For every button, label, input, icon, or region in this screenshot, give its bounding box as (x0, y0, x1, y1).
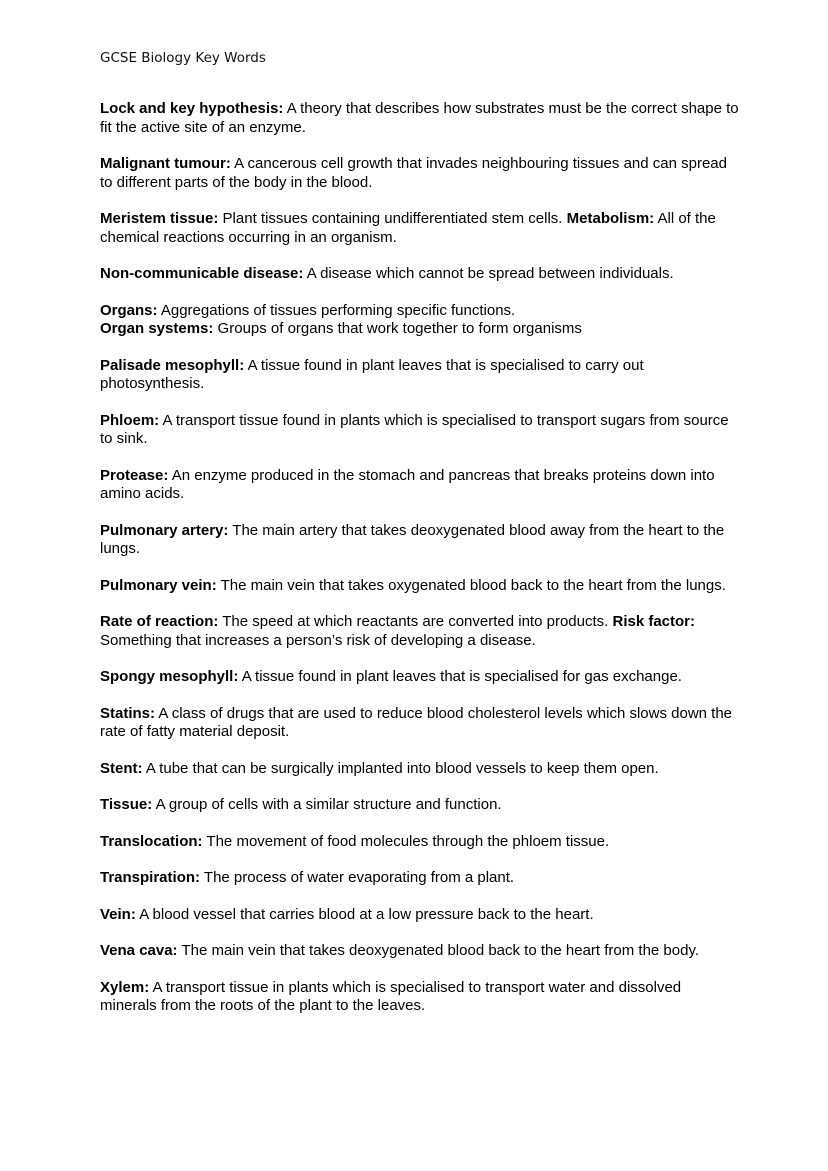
glossary-paragraph (100, 412, 740, 449)
glossary-definition: A tissue found in plant leaves that is specialised for gas exchange. (238, 668, 682, 685)
glossary-term: Translocation: (100, 832, 203, 850)
glossary-paragraph (100, 869, 740, 888)
glossary-paragraph (100, 155, 740, 192)
glossary-paragraph (100, 942, 740, 961)
glossary-term: Protease: (100, 466, 169, 484)
glossary-definition: A group of cells with a similar structure and function. (152, 796, 502, 813)
glossary-definition: A transport tissue found in plants which is specialised to transport sugars from source to sink. (100, 411, 729, 447)
glossary-paragraph (100, 467, 740, 504)
glossary-paragraph (100, 833, 740, 852)
page-header: GCSE Biology Key Words (100, 50, 266, 66)
glossary-paragraph (100, 668, 740, 687)
glossary-term: Vena cava: (100, 942, 178, 959)
glossary-term: Spongy mesophyll: (100, 668, 239, 685)
glossary-definition: All of the chemical reactions occurring in an organism. (100, 210, 716, 246)
glossary-term: Pulmonary artery: (100, 521, 229, 539)
glossary-paragraph (100, 210, 740, 247)
glossary-term: Phloem: (100, 411, 160, 429)
glossary-term: Lock and key hypothesis: (100, 100, 284, 117)
glossary-definition: A transport tissue in plants which is specialised to transport water and dissolved minerals from the roots of the plant to the leaves. (100, 978, 682, 1014)
glossary-term: Non-communicable disease: (100, 265, 304, 282)
glossary-term: Statins: (100, 704, 156, 722)
glossary-term: Rate of reaction: (100, 613, 219, 630)
glossary-definition: A class of drugs that are used to reduce blood cholesterol levels which slows down the rate of fatty material deposit. (100, 704, 733, 740)
glossary-paragraph (100, 577, 740, 596)
glossary-definition: An enzyme produced in the stomach and pancreas that breaks proteins down into amino acids. (100, 466, 715, 502)
glossary-definition: A cancerous cell growth that invades neighbouring tissues and can spread to different parts of the body in the blood. (100, 155, 727, 191)
glossary-definition: Plant tissues containing undifferentiated stem cells. (218, 210, 567, 227)
glossary-term: Vein: (100, 905, 136, 923)
glossary-definition: The speed at which reactants are converted into products. (218, 613, 613, 630)
glossary-term: Risk factor: (612, 613, 696, 630)
glossary-paragraph (100, 979, 740, 1016)
glossary-term: Tissue: (100, 796, 153, 813)
glossary-definition: The main artery that takes deoxygenated blood away from the heart to the lungs. (100, 521, 725, 557)
glossary-paragraph (100, 906, 740, 925)
glossary-definition: Aggregations of tissues performing specific functions. (157, 301, 516, 319)
glossary-definition: Groups of organs that work together to form organisms (213, 320, 582, 337)
glossary-paragraph (100, 522, 740, 559)
glossary-definition: The process of water evaporating from a plant. (200, 869, 515, 886)
glossary-paragraph (100, 760, 740, 779)
glossary-term: Organs: (100, 301, 158, 319)
glossary-term: Palisade mesophyll: (100, 356, 245, 374)
glossary-definition: Something that increases a person’s risk of developing a disease. (100, 631, 536, 649)
glossary-paragraph (100, 100, 740, 137)
glossary-term: Organ systems: (100, 320, 214, 337)
glossary-paragraph (100, 796, 740, 815)
glossary-term: Stent: (100, 759, 143, 777)
glossary-paragraph (100, 265, 740, 284)
glossary-term: Xylem: (100, 978, 150, 996)
glossary-definition: A tissue found in plant leaves that is specialised to carry out photosynthesis. (100, 356, 644, 392)
glossary-definition: A theory that describes how substrates must be the correct shape to fit the active site of an enzyme. (100, 100, 739, 136)
glossary-paragraph (100, 613, 740, 650)
glossary-definition: The main vein that takes deoxygenated blood back to the heart from the body. (177, 942, 700, 959)
glossary-term: Pulmonary vein: (100, 576, 217, 594)
glossary-definition: A blood vessel that carries blood at a low pressure back to the heart. (135, 905, 594, 923)
glossary-paragraph (100, 357, 740, 394)
glossary-definition: A disease which cannot be spread between individuals. (303, 265, 674, 282)
glossary-term: Metabolism: (566, 210, 655, 227)
glossary-term: Meristem tissue: (100, 210, 219, 227)
glossary-paragraph (100, 302, 740, 339)
glossary-definition: A tube that can be surgically implanted into blood vessels to keep them open. (142, 759, 659, 777)
glossary-term: Malignant tumour: (100, 155, 231, 172)
glossary-definition: The main vein that takes oxygenated blood back to the heart from the lungs. (216, 576, 726, 594)
glossary-term: Transpiration: (100, 869, 201, 886)
glossary (100, 100, 740, 1034)
glossary-definition: The movement of food molecules through the phloem tissue. (202, 832, 610, 850)
glossary-paragraph (100, 705, 740, 742)
